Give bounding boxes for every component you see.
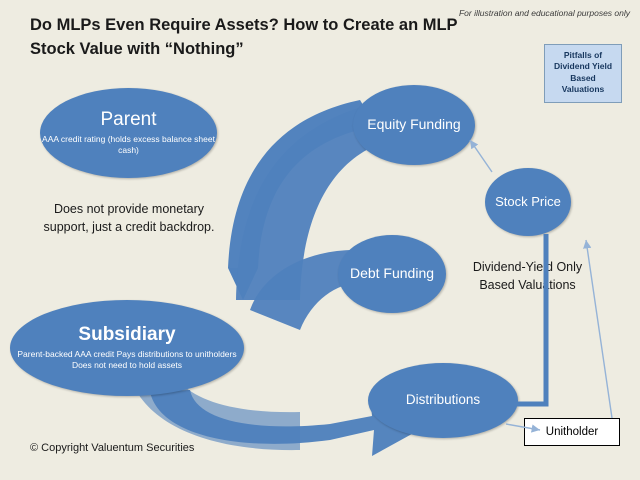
node-unitholder: Unitholder [524, 418, 620, 446]
legend-box: Pitfalls of Dividend Yield Based Valuations [544, 44, 622, 103]
node-parent-title: Parent [100, 109, 157, 130]
node-equity-funding-title: Equity Funding [367, 116, 461, 133]
label-credit-backdrop: Does not provide monetary support, just a credit backdrop. [43, 202, 215, 235]
page-title: Do MLPs Even Require Assets? How to Create an MLP Stock Value with “Nothing” [30, 16, 458, 58]
node-distributions-title: Distributions [405, 392, 481, 408]
node-subsidiary-title: Subsidiary [78, 324, 176, 345]
node-stock-price-title: Stock Price [495, 193, 561, 209]
node-debt-funding-title: Debt Funding [349, 265, 435, 282]
copyright-notice: © Copyright Valuentum Securities [30, 442, 195, 454]
label-dividend-yield: Dividend-Yield Only Based Valuations [472, 260, 583, 293]
illustration-note: For illustration and educational purposes only [458, 8, 630, 18]
node-parent-subtitle: AAA credit rating (holds excess balance sheet cash) [42, 133, 215, 155]
node-subsidiary-subtitle: Parent-backed AAA credit Pays distributions to unitholders Does not need to hold assets [17, 348, 237, 370]
